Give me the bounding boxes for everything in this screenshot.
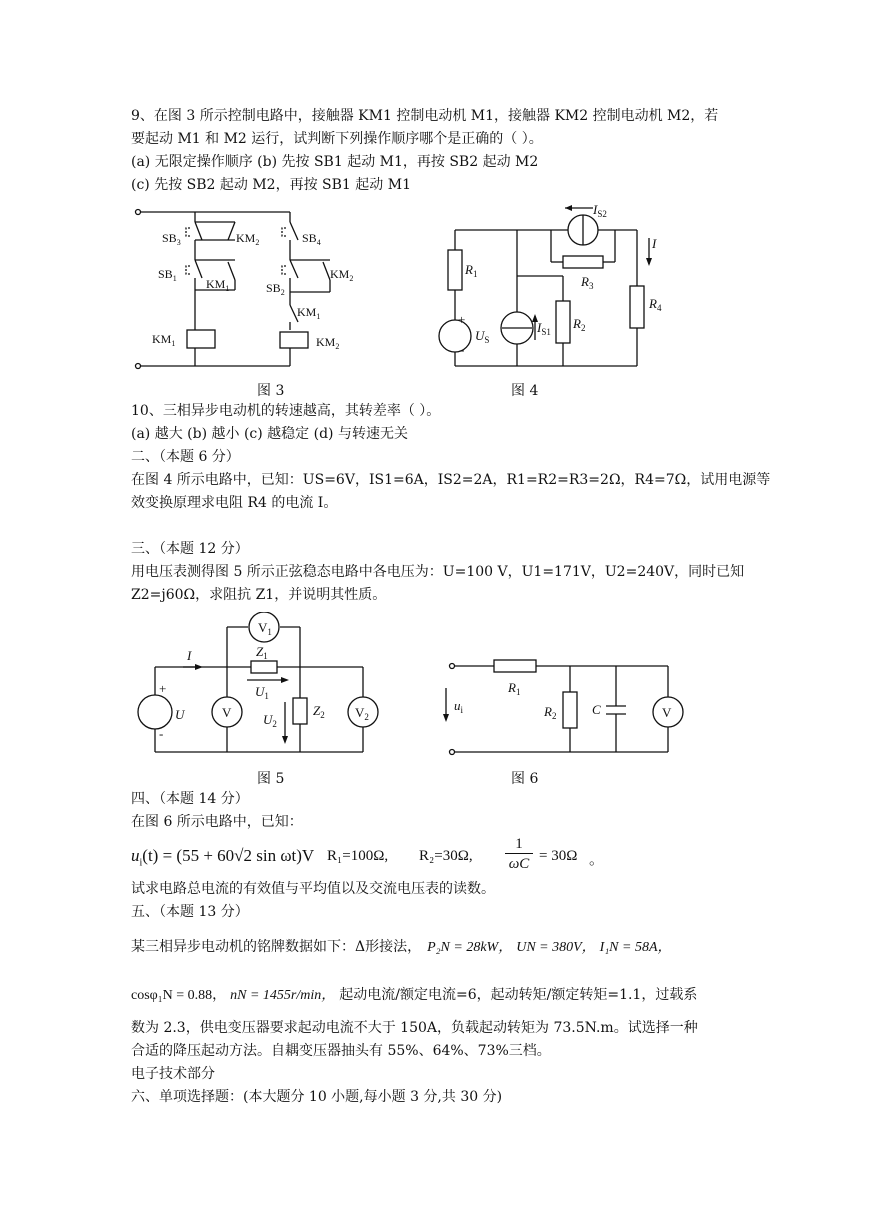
svg-text:KM1: $KM_1$ (152, 332, 176, 348)
svg-text:V: V (662, 705, 672, 720)
svg-text:SB4: $SB_4$ (302, 231, 321, 247)
sec6-heading: 六、单项选择题：(本大题分 10 小题,每小题 3 分,共 30 分) (131, 1089, 503, 1105)
svg-text:U2: $U_2$ (263, 712, 277, 729)
q9-line2: 要起动 M1 和 M2 运行，试判断下列操作顺序哪个是正确的（ ）。 (131, 131, 543, 147)
svg-text:U1: $U_1$ (255, 684, 269, 701)
svg-text:-: - (460, 342, 465, 357)
figure-3-control-circuit (130, 200, 390, 375)
svg-text:SB2: $SB_2$ (266, 281, 285, 297)
svg-text:KM2: $KM_2$ (316, 335, 340, 351)
sec5-cos: cosφ₁N = 0.88， (131, 988, 227, 1003)
q10-line1: 10、三相异步电动机的转速越高，其转差率（ ）。 (131, 403, 441, 419)
svg-text:Z2: $Z_2$ (313, 703, 325, 720)
sec5-line2-text: 起动电流/额定电流=6，起动转矩/额定转矩=1.1，过载系 (339, 987, 698, 1003)
sec3-heading: 三、（本题 12 分） (131, 541, 249, 557)
svg-text:ui: $u_i$ (454, 698, 464, 715)
figure-6-caption: 图 6 (511, 771, 539, 787)
svg-text:KM2: $KM_2$ (330, 267, 354, 283)
sec4-line2: 试求电路总电流的有效值与平均值以及交流电压表的读数。 (131, 881, 495, 897)
sec5-p2n: P₂N = 28kW， (427, 940, 513, 955)
svg-text:US: $U_S$ (475, 328, 490, 345)
svg-text:SB1: $SB_1$ (158, 267, 177, 283)
svg-text:KM1: $KM_1$ (297, 305, 321, 321)
svg-text:IS1: $I_{S1}$ (537, 320, 551, 337)
q9-line1: 9、在图 3 所示控制电路中，接触器 KM1 控制电动机 M1，接触器 KM2 控制电动机 M2，若 (131, 108, 719, 124)
sec5-line1-text: 某三相异步电动机的铭牌数据如下：Δ形接法， (131, 939, 422, 955)
svg-text:KM2: $KM_2$ (236, 231, 260, 247)
electronics-heading: 电子技术部分 (131, 1066, 215, 1082)
svg-text:IS2: $I_{S2}$ (593, 202, 607, 219)
svg-text:R2: $R_2$ (544, 704, 557, 721)
sec5-line2 (131, 986, 697, 1005)
svg-text:V: V (222, 705, 232, 720)
svg-text:R2: $R_2$ (573, 316, 586, 333)
svg-text:Z1: $Z_1$ (256, 644, 268, 661)
q10-options: (a) 越大 (b) 越小 (c) 越稳定 (d) 与转速无关 (131, 426, 408, 442)
figure-6-circuit (440, 652, 690, 762)
svg-text:V1: $V_1$ (258, 620, 272, 637)
svg-text:U: U (175, 707, 185, 722)
sec5-line3: 数为 2.3，供电变压器要求起动电流不大于 150A，负载起动转矩为 73.5N.m。试选择一种 (131, 1020, 698, 1036)
sec3-line1: 用电压表测得图 5 所示正弦稳态电路中各电压为：U=100 V，U1=171V，U2=240V，同时已知 (131, 564, 745, 580)
sec2-line2: 效变换原理求电阻 R4 的电流 I。 (131, 495, 338, 511)
svg-text:SB3: $SB_3$ (162, 231, 181, 247)
sec5-line4: 合适的降压起动方法。自耦变压器抽头有 55%、64%、73%三档。 (131, 1043, 551, 1059)
svg-text:KM1: $KM_1$ (206, 277, 230, 293)
sec5-heading: 五、（本题 13 分） (131, 904, 249, 920)
figure-5-circuit (135, 612, 385, 762)
sec3-line2: Z2=j60Ω，求阻抗 Z1，并说明其性质。 (131, 587, 387, 603)
sec5-un: UN = 380V， (516, 940, 596, 955)
svg-text:C: C (592, 702, 601, 717)
sec5-i1n: I₁N = 58A， (599, 940, 672, 955)
sec4-line1: 在图 6 所示电路中，已知： (131, 814, 303, 830)
sec2-heading: 二、（本题 6 分） (131, 449, 240, 465)
svg-text:+: + (458, 312, 466, 327)
figure-4-circuit (425, 198, 665, 373)
q9-option-c: (c) 先按 SB2 起动 M2，再按 SB1 起动 M1 (131, 177, 411, 193)
sec2-line1: 在图 4 所示电路中，已知：US=6V，IS1=6A，IS2=2A，R1=R2=R3=2Ω，R4=7Ω，试用电源等 (131, 472, 771, 488)
svg-text:R1: $R_1$ (508, 680, 521, 697)
svg-text:I: I (652, 236, 657, 251)
svg-text:R4: $R_4$ (649, 296, 662, 313)
sec4-heading: 四、（本题 14 分） (131, 791, 249, 807)
svg-text:-: - (159, 726, 164, 741)
figure-4-caption: 图 4 (511, 383, 539, 399)
svg-text:V2: $V_2$ (355, 705, 369, 722)
figure-5-caption: 图 5 (257, 771, 285, 787)
svg-text:R1: $R_1$ (465, 262, 478, 279)
svg-text:R3: $R_3$ (581, 274, 594, 291)
sec5-line1 (131, 938, 672, 957)
svg-text:I: I (187, 648, 192, 663)
q9-option-ab: (a) 无限定操作顺序 (b) 先按 SB1 起动 M1，再按 SB2 起动 M2 (131, 154, 539, 170)
figure-3-caption: 图 3 (257, 383, 285, 399)
svg-text:+: + (159, 681, 167, 696)
sec5-nn: nN = 1455r/min， (230, 988, 336, 1003)
